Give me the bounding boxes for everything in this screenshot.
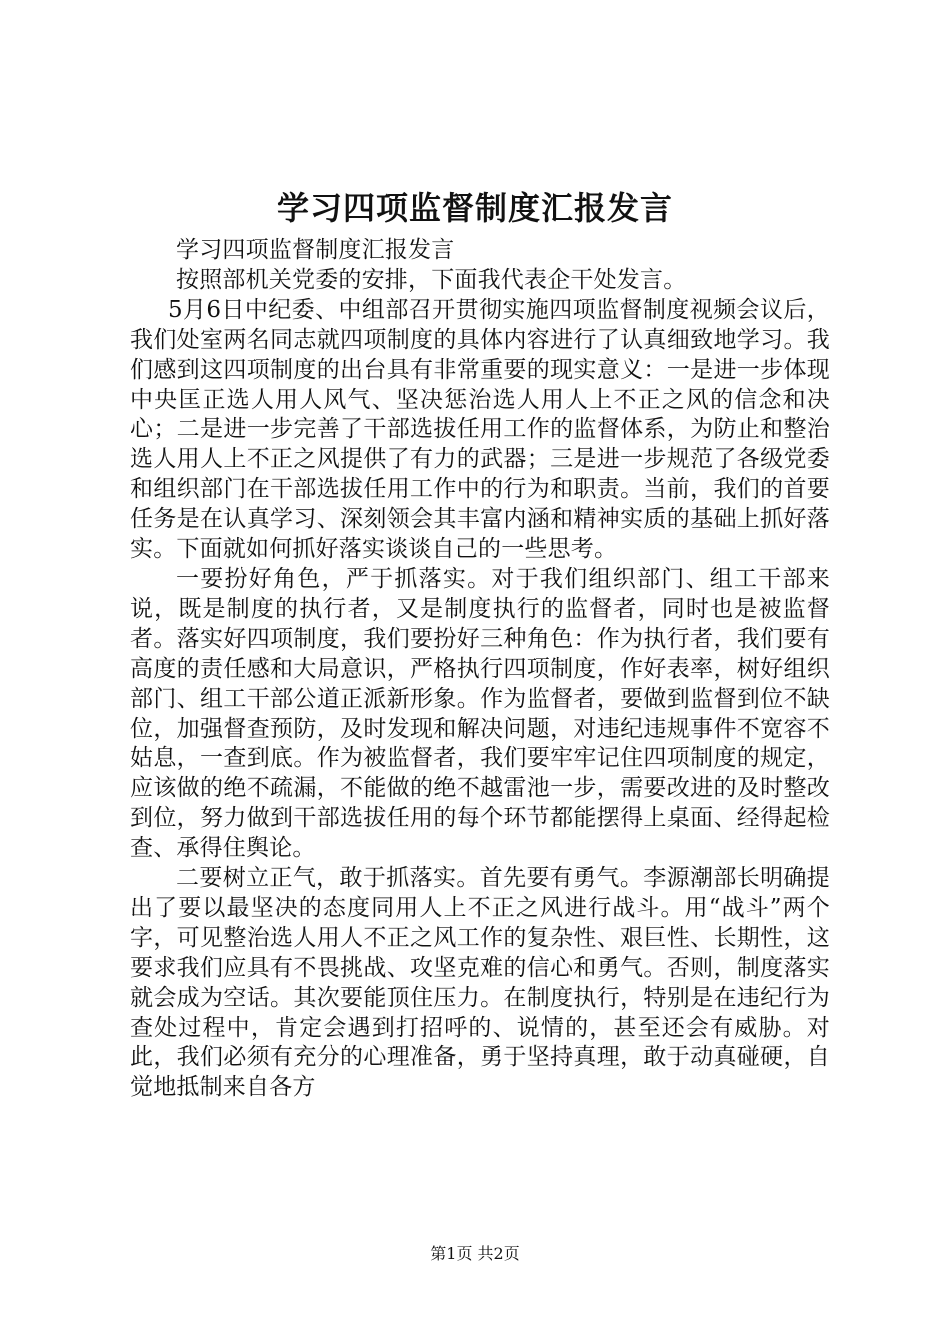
paragraph-intro: 按照部机关党委的安排，下面我代表企干处发言。 bbox=[176, 266, 687, 293]
document-title: 学习四项监督制度汇报发言 bbox=[276, 189, 673, 227]
paragraph-background: 5月6日中纪委、中组部召开贯彻实施四项监督制度视频会议后，我们处室两名同志就四项制度的具体内容进行了认真细致地学习。我们感到这四项制度的出台具有非常重要的现实意义：一是进一步体现中央匡正选人用人风气、坚决惩治选人用人上不正之风的信念和决心；二是进一步完善了干部选拔任用工作的监督体系，为防止和整治选人用人上不正之风提供了有力的武器；三是进一步规范了各级党委和组织部门在干部选拔任用工作中的行为和职责。当前，我们的首要任务是在认真学习、深刻领会其丰富内涵和精神实质的基础上抓好落实。下面就如何抓好落实谈谈自己的一些思考。 bbox=[130, 296, 830, 563]
page-footer: 第1页 共2页 bbox=[430, 1244, 520, 1263]
document-body bbox=[130, 236, 830, 1103]
paragraph-subtitle: 学习四项监督制度汇报发言 bbox=[176, 237, 455, 263]
paragraph-point-one: 一要扮好角色，严于抓落实。对于我们组织部门、组工干部来说，既是制度的执行者，又是制度执行的监督者，同时也是被监督者。落实好四项制度，我们要扮好三种角色：作为执行者，我们要有高度的责任感和大局意识，严格执行四项制度，作好表率，树好组织部门、组工干部公道正派新形象。作为监督者，要做到监督到位不缺位，加强督查预防，及时发现和解决问题，对违纪违规事件不宽容不姑息，一查到底。作为被监督者，我们要牢牢记住四项制度的规定，应该做的绝不疏漏，不能做的绝不越雷池一步，需要改进的及时整改到位，努力做到干部选拔任用的每个环节都能摆得上桌面、经得起检查、承得住舆论。 bbox=[130, 565, 830, 862]
paragraph-point-two: 二要树立正气，敢于抓落实。首先要有勇气。李源潮部长明确提出了要以最坚决的态度同用人上不正之风进行战斗。用“战斗”两个字，可见整治选人用人不正之风工作的复杂性、艰巨性、长期性，这要求我们应具有不畏挑战、攻坚克难的信心和勇气。否则，制度落实就会成为空话。其次要能顶住压力。在制度执行，特别是在违纪行为查处过程中，肯定会遇到打招呼的、说情的，甚至还会有威胁。对此，我们必须有充分的心理准备，勇于坚持真理，敢于动真碰硬，自觉地抵制来自各方 bbox=[130, 865, 830, 1101]
